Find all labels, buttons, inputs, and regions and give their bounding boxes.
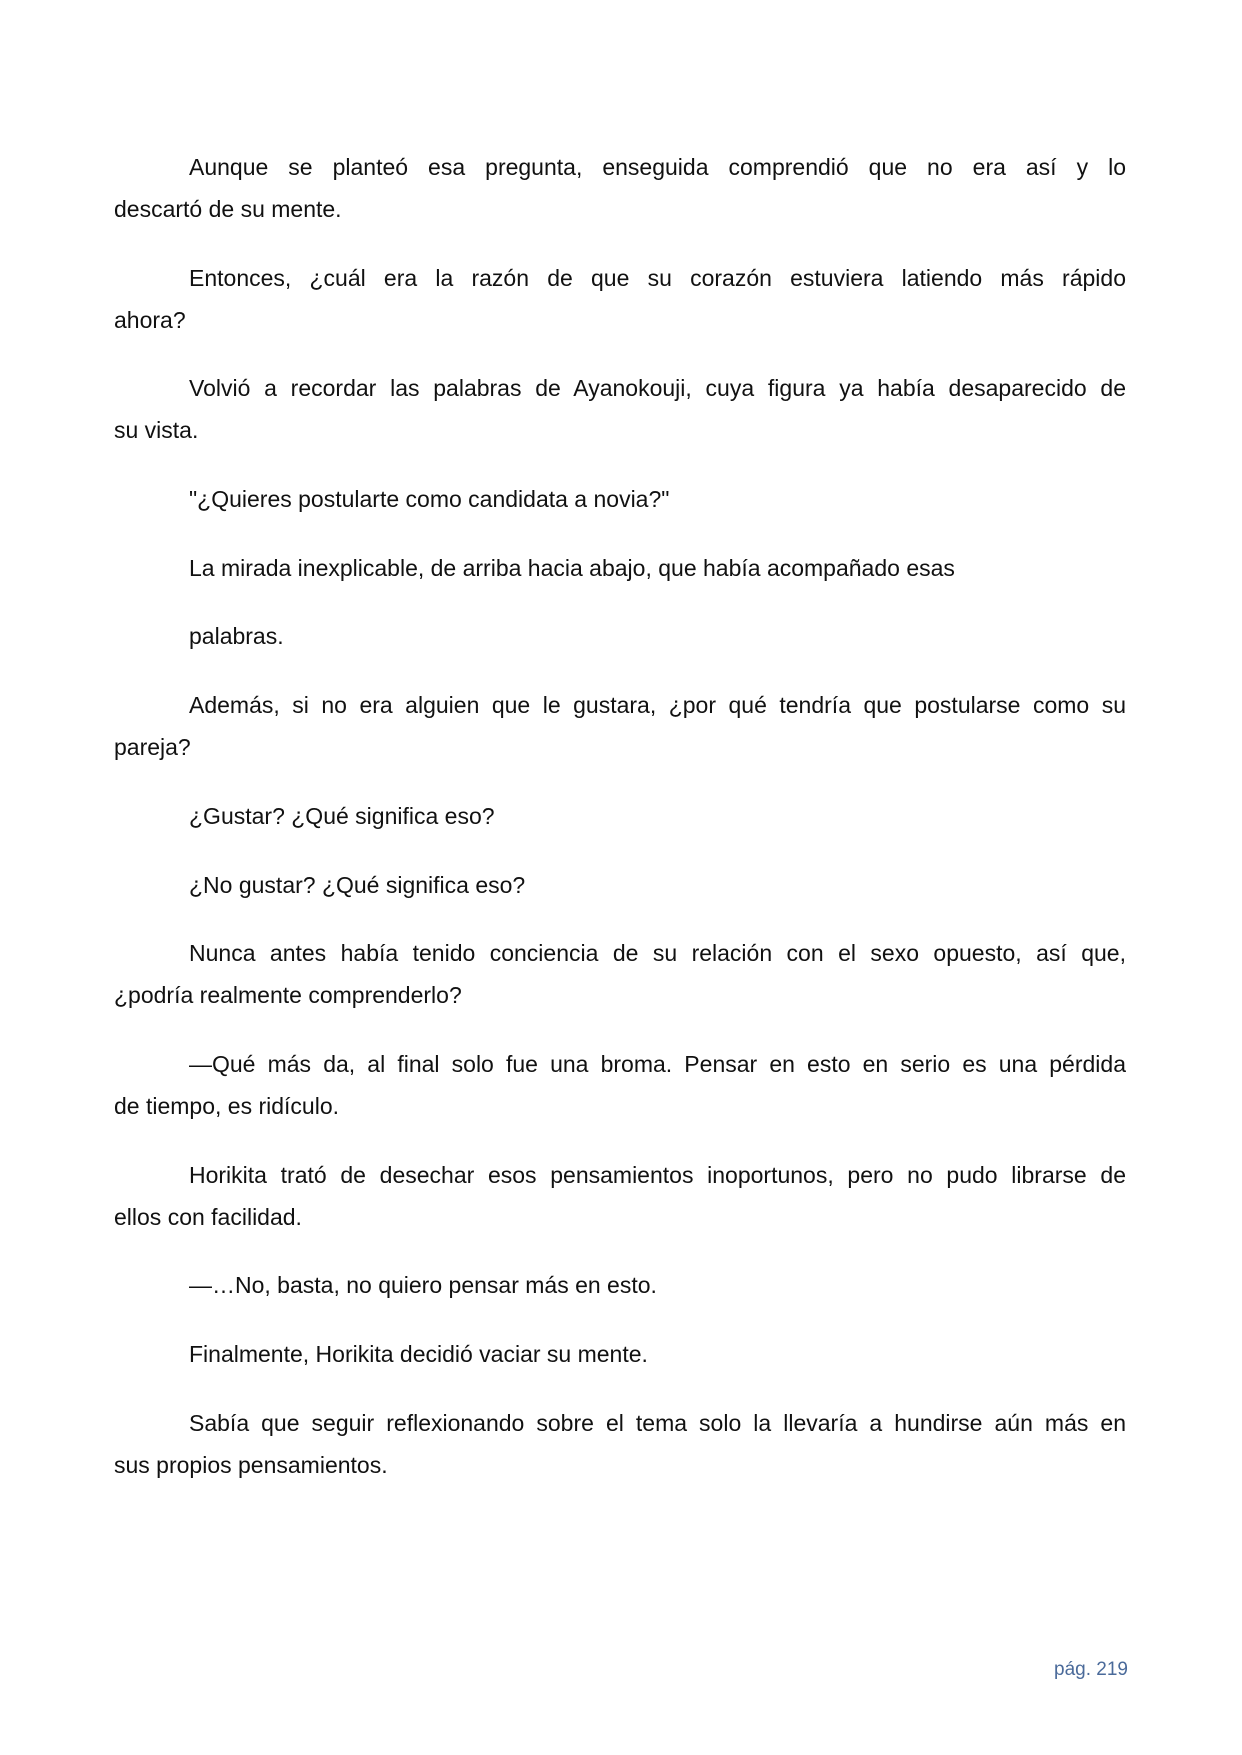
paragraph	[114, 484, 1126, 526]
paragraph-line: Sabía que seguir reflexionando sobre el tema solo la llevaría a hundirse aún más en	[189, 1409, 1126, 1436]
paragraph	[114, 1408, 1126, 1492]
paragraph	[114, 801, 1126, 843]
paragraph-line: Horikita trató de desechar esos pensamientos inoportunos, pero no pudo librarse de	[189, 1161, 1126, 1188]
paragraph-line: Volvió a recordar las palabras de Ayanokouji, cuya figura ya había desaparecido de	[189, 375, 1126, 402]
paragraph	[114, 621, 1126, 663]
paragraph-line: Nunca antes había tenido conciencia de su relación con el sexo opuesto, así que,	[189, 940, 1126, 967]
body-text	[114, 152, 1126, 1518]
paragraph-line: sus propios pensamientos.	[114, 1451, 388, 1478]
paragraph-line: ahora?	[114, 306, 186, 333]
paragraph-line: palabras.	[189, 623, 284, 650]
paragraph-line: su vista.	[114, 417, 199, 444]
paragraph	[114, 938, 1126, 1022]
paragraph	[114, 1049, 1126, 1133]
paragraph	[114, 263, 1126, 347]
paragraph	[114, 152, 1126, 236]
paragraph-line: Aunque se planteó esa pregunta, enseguida comprendió que no era así y lo	[189, 154, 1126, 180]
paragraph-line: —…No, basta, no quiero pensar más en esto.	[189, 1272, 657, 1299]
paragraph	[114, 1160, 1126, 1244]
paragraph-line: ¿Gustar? ¿Qué significa eso?	[189, 802, 495, 829]
paragraph-line: Además, si no era alguien que le gustara, ¿por qué tendría que postularse como su	[189, 692, 1126, 719]
paragraph-line: de tiempo, es ridículo.	[114, 1092, 340, 1119]
paragraph-line: pareja?	[114, 734, 191, 761]
paragraph-line: ¿No gustar? ¿Qué significa eso?	[189, 871, 526, 898]
paragraph-line: Entonces, ¿cuál era la razón de que su corazón estuviera latiendo más rápido	[189, 264, 1126, 291]
paragraph	[114, 690, 1126, 774]
paragraph	[114, 373, 1126, 457]
paragraph-line: ellos con facilidad.	[114, 1203, 302, 1230]
paragraph-line: La mirada inexplicable, de arriba hacia abajo, que había acompañado esas	[189, 554, 955, 581]
paragraph-line: —Qué más da, al final solo fue una broma. Pensar en esto en serio es una pérdida	[189, 1050, 1126, 1077]
paragraph-line: Finalmente, Horikita decidió vaciar su mente.	[189, 1340, 648, 1367]
paragraph-line: descartó de su mente.	[114, 196, 342, 222]
paragraph	[114, 1270, 1126, 1312]
paragraph	[114, 1339, 1126, 1381]
paragraph	[114, 870, 1126, 912]
page-number: pág. 219	[1054, 1659, 1128, 1680]
paragraph	[114, 553, 1126, 595]
paragraph-line: "¿Quieres postularte como candidata a novia?"	[189, 486, 670, 513]
paragraph-line: ¿podría realmente comprenderlo?	[114, 982, 462, 1009]
